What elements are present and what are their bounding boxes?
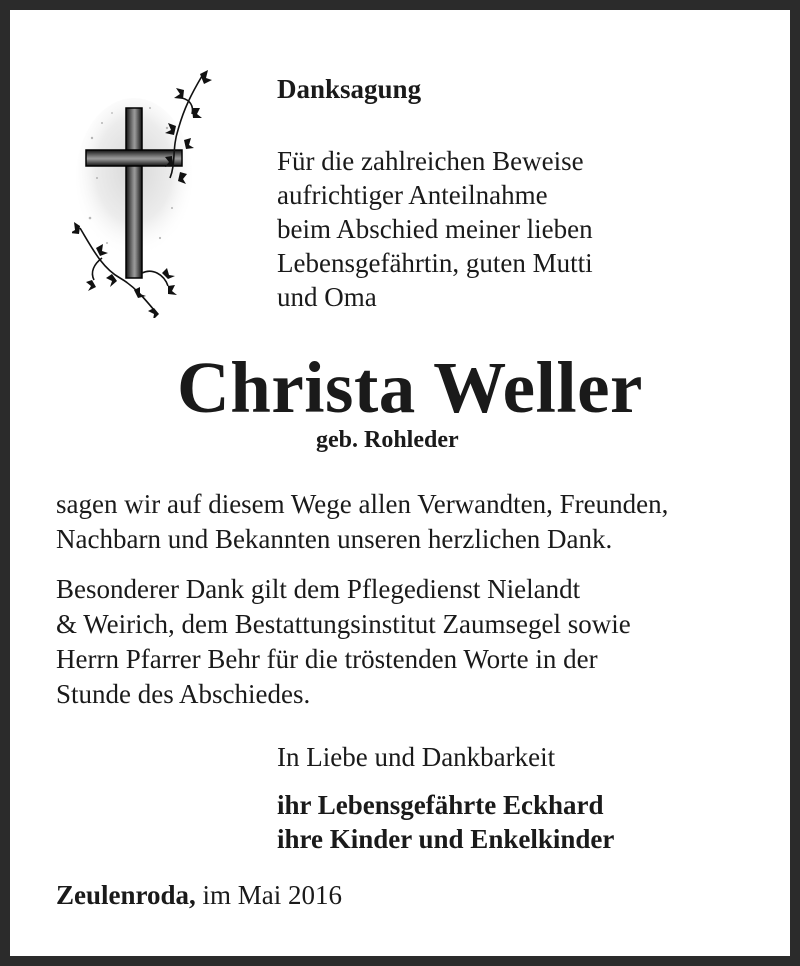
signers — [277, 788, 614, 856]
paragraph-line: Besonderer Dank gilt dem Pflegedienst Nielandt — [56, 574, 581, 604]
place-and-date — [56, 880, 342, 911]
signer-line: ihre Kinder und Enkelkinder — [277, 824, 615, 854]
place: Zeulenroda, — [56, 880, 196, 910]
intro-line: und Oma — [277, 282, 377, 312]
notice-heading: Danksagung — [277, 74, 422, 104]
intro-line: Für die zahlreichen Beweise — [277, 146, 584, 176]
intro-line: beim Abschied meiner lieben — [277, 214, 593, 244]
intro-line: Lebensgefährtin, guten Mutti — [277, 248, 593, 278]
date: im Mai 2016 — [195, 880, 343, 910]
thanks-paragraph — [56, 487, 668, 557]
special-thanks-paragraph — [56, 572, 631, 712]
paragraph-line: Stunde des Abschiedes. — [56, 679, 311, 709]
signer-line: ihr Lebensgefährte Eckhard — [277, 790, 604, 820]
closing-phrase: In Liebe und Dankbarkeit — [277, 742, 556, 772]
intro-text — [277, 144, 593, 314]
paragraph-line: & Weirich, dem Bestattungsinstitut Zaumsegel sowie — [56, 609, 631, 639]
paragraph-line: Herrn Pfarrer Behr für die tröstenden Worte in der — [56, 644, 598, 674]
deceased-name: Christa Weller — [177, 347, 643, 428]
cross-with-ivy-icon — [72, 68, 212, 318]
intro-line: aufrichtiger Anteilnahme — [277, 180, 548, 210]
paragraph-line: sagen wir auf diesem Wege allen Verwandten, Freunden, — [56, 489, 669, 519]
paragraph-line: Nachbarn und Bekannten unseren herzlichen Dank. — [56, 524, 613, 554]
maiden-name: geb. Rohleder — [316, 427, 459, 453]
